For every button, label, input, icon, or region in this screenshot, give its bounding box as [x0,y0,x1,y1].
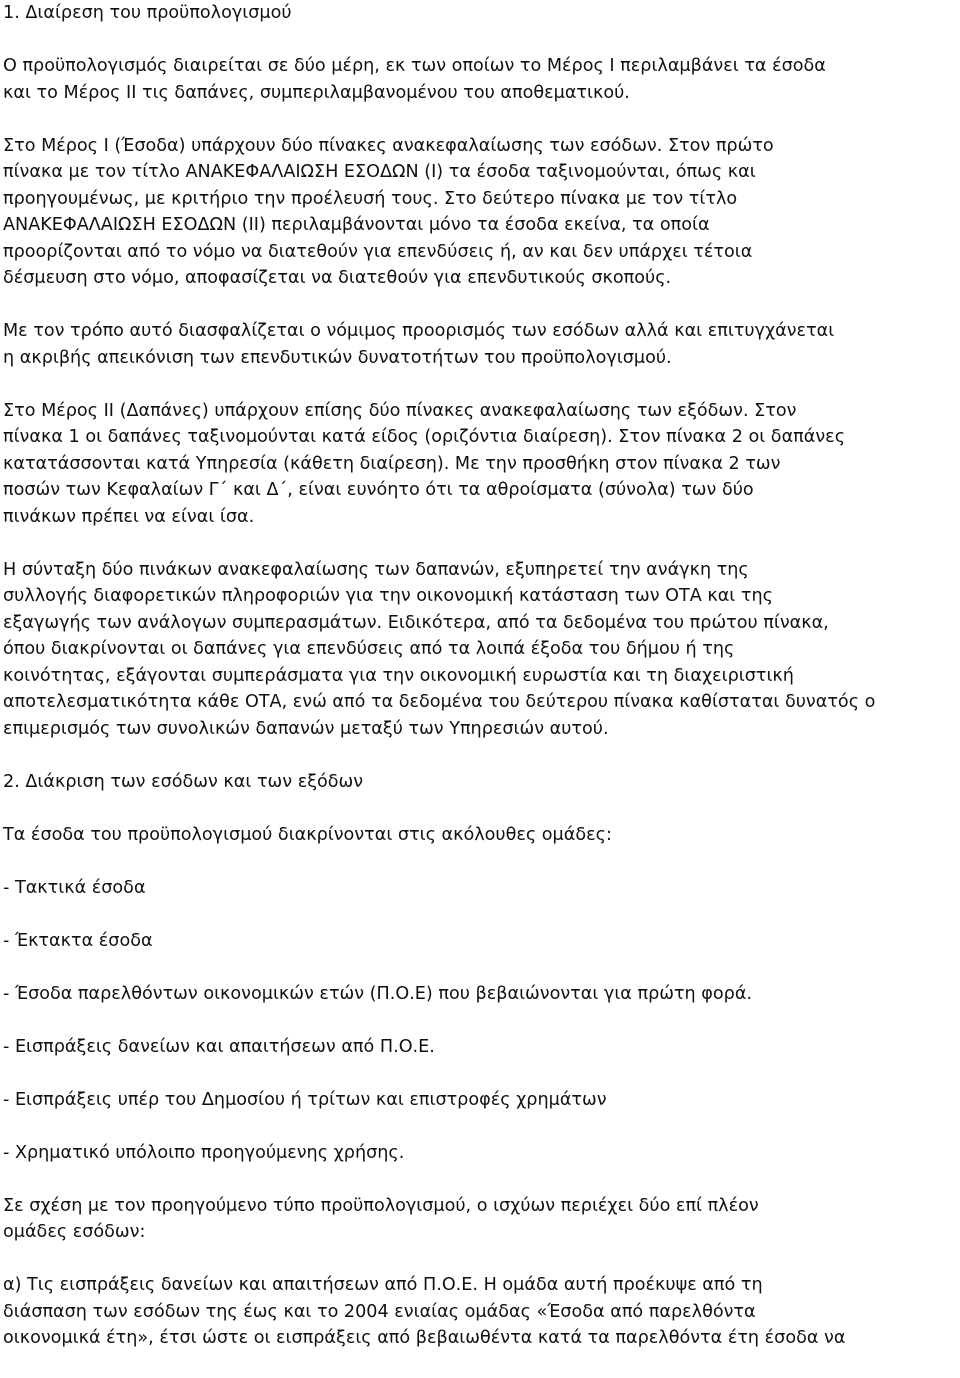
paragraph-revenue-tables [3,133,957,292]
text-line: Στο Μέρος Ι (Έσοδα) υπάρχουν δύο πίνακες ανακεφαλαίωσης των εσόδων. Στον πρώτο [3,135,774,156]
paragraph-new-groups [3,1193,957,1246]
text-line: Στο Μέρος ΙΙ (Δαπάνες) υπάρχουν επίσης δύο πίνακες ανακεφαλαίωσης των εξόδων. Στον [3,400,797,421]
text-line: όπου διακρίνονται οι δαπάνες για επενδύσεις από τα λοιπά έξοδα του δήμου ή της [3,639,735,659]
text-line: πινάκων πρέπει να είναι ίσα. [3,506,255,527]
text-line: πίνακα με τον τίτλο ΑΝΑΚΕΦΑΛΑΙΩΣΗ ΕΣΟΔΩΝ (Ι) τα έσοδα ταξινομούνται, όπως και [3,162,756,182]
text-line: η ακριβής απεικόνιση των επενδυτικών δυνατοτήτων του προϋπολογισμού. [3,347,672,368]
text-line: οικονομικά έτη», έτσι ώστε οι εισπράξεις από βεβαιωθέντα κατά τα παρελθόντα έτη έσοδα να [3,1328,846,1348]
paragraph-loan-receipts [3,1272,957,1352]
section-2-heading: 2. Διάκριση των εσόδων και των εξόδων [3,771,364,792]
paragraph-legal-purpose [3,318,957,371]
text-line: προηγουμένως, με κριτήριο την προέλευσή τους. Στο δεύτερο πίνακα με τον τίτλο [3,188,738,209]
text-line: εξαγωγής των ανάλογων συμπερασμάτων. Ειδικότερα, από τα δεδομένα του πρώτου πίνακα, [3,612,829,633]
text-line: πίνακα 1 οι δαπάνες ταξινομούνται κατά είδος (οριζόντια διαίρεση). Στον πίνακα 2 οι δαπάνες [3,427,846,447]
text-line: επιμερισμός των συνολικών δαπανών μεταξύ των Υπηρεσιών αυτού. [3,718,609,739]
text-line: συλλογής διαφορετικών πληροφοριών για την οικονομική κατάσταση των ΟΤΑ και της [3,586,773,606]
paragraph-revenue-groups-intro: Τα έσοδα του προϋπολογισμού διακρίνονται στις ακόλουθες ομάδες: [3,824,612,845]
text-line: α) Τις εισπράξεις δανείων και απαιτήσεων από Π.Ο.Ε. Η ομάδα αυτή προέκυψε από τη [3,1275,763,1295]
paragraph-budget-division [3,53,957,106]
text-line: και το Μέρος ΙΙ τις δαπάνες, συμπεριλαμβανομένου του αποθεματικού. [3,82,630,103]
text-line: δέσμευση στο νόμο, αποφασίζεται να διατεθούν για επενδυτικούς σκοπούς. [3,268,672,288]
text-line: ποσών των Κεφαλαίων Γ΄ και Δ΄, είναι ευνόητο ότι τα αθροίσματα (σύνολα) των δύο [3,480,754,500]
text-line: Ο προϋπολογισμός διαιρείται σε δύο μέρη, εκ των οποίων το Μέρος Ι περιλαμβάνει τα έσοδα [3,56,826,76]
paragraph-expense-tables [3,398,957,531]
text-line: Με τον τρόπο αυτό διασφαλίζεται ο νόμιμος προορισμός των εσόδων αλλά και επιτυγχάνεται [3,321,835,341]
text-line: ομάδες εσόδων: [3,1222,146,1242]
list-item: - Εισπράξεις υπέρ του Δημοσίου ή τρίτων και επιστροφές χρημάτων [3,1089,607,1110]
list-item: - Έσοδα παρελθόντων οικονομικών ετών (Π.Ο.Ε) που βεβαιώνονται για πρώτη φορά. [3,983,753,1004]
section-1-heading: 1. Διαίρεση του προϋπολογισμού [3,3,292,23]
list-item: - Εισπράξεις δανείων και απαιτήσεων από Π.Ο.Ε. [3,1036,435,1057]
text-line: ΑΝΑΚΕΦΑΛΑΙΩΣΗ ΕΣΟΔΩΝ (ΙΙ) περιλαμβάνονται μόνο τα έσοδα εκείνα, τα οποία [3,215,710,235]
document-body [3,0,957,1378]
list-item: - Χρηματικό υπόλοιπο προηγούμενης χρήσης. [3,1142,405,1163]
text-line: Σε σχέση με τον προηγούμενο τύπο προϋπολογισμού, ο ισχύων περιέχει δύο επί πλέον [3,1195,759,1216]
paragraph-summary-purpose [3,557,957,743]
text-line: προορίζονται από το νόμο να διατεθούν για επενδύσεις ή, αν και δεν υπάρχει τέτοια [3,241,753,262]
list-item: - Τακτικά έσοδα [3,877,146,898]
text-line: κοινότητας, εξάγονται συμπεράσματα για την οικονομική ευρωστία και τη διαχειριστική [3,665,794,686]
text-line: κατατάσσονται κατά Υπηρεσία (κάθετη διαίρεση). Με την προσθήκη στον πίνακα 2 των [3,453,781,474]
text-line: διάσπαση των εσόδων της έως και το 2004 ενιαίας ομάδας «Έσοδα από παρελθόντα [3,1301,756,1322]
text-line: Η σύνταξη δύο πινάκων ανακεφαλαίωσης των δαπανών, εξυπηρετεί την ανάγκη της [3,559,749,580]
text-line: αποτελεσματικότητα κάθε ΟΤΑ, ενώ από τα δεδομένα του δεύτερου πίνακα καθίσταται δυνατός ο [3,692,876,712]
list-item: - Έκτακτα έσοδα [3,930,153,951]
